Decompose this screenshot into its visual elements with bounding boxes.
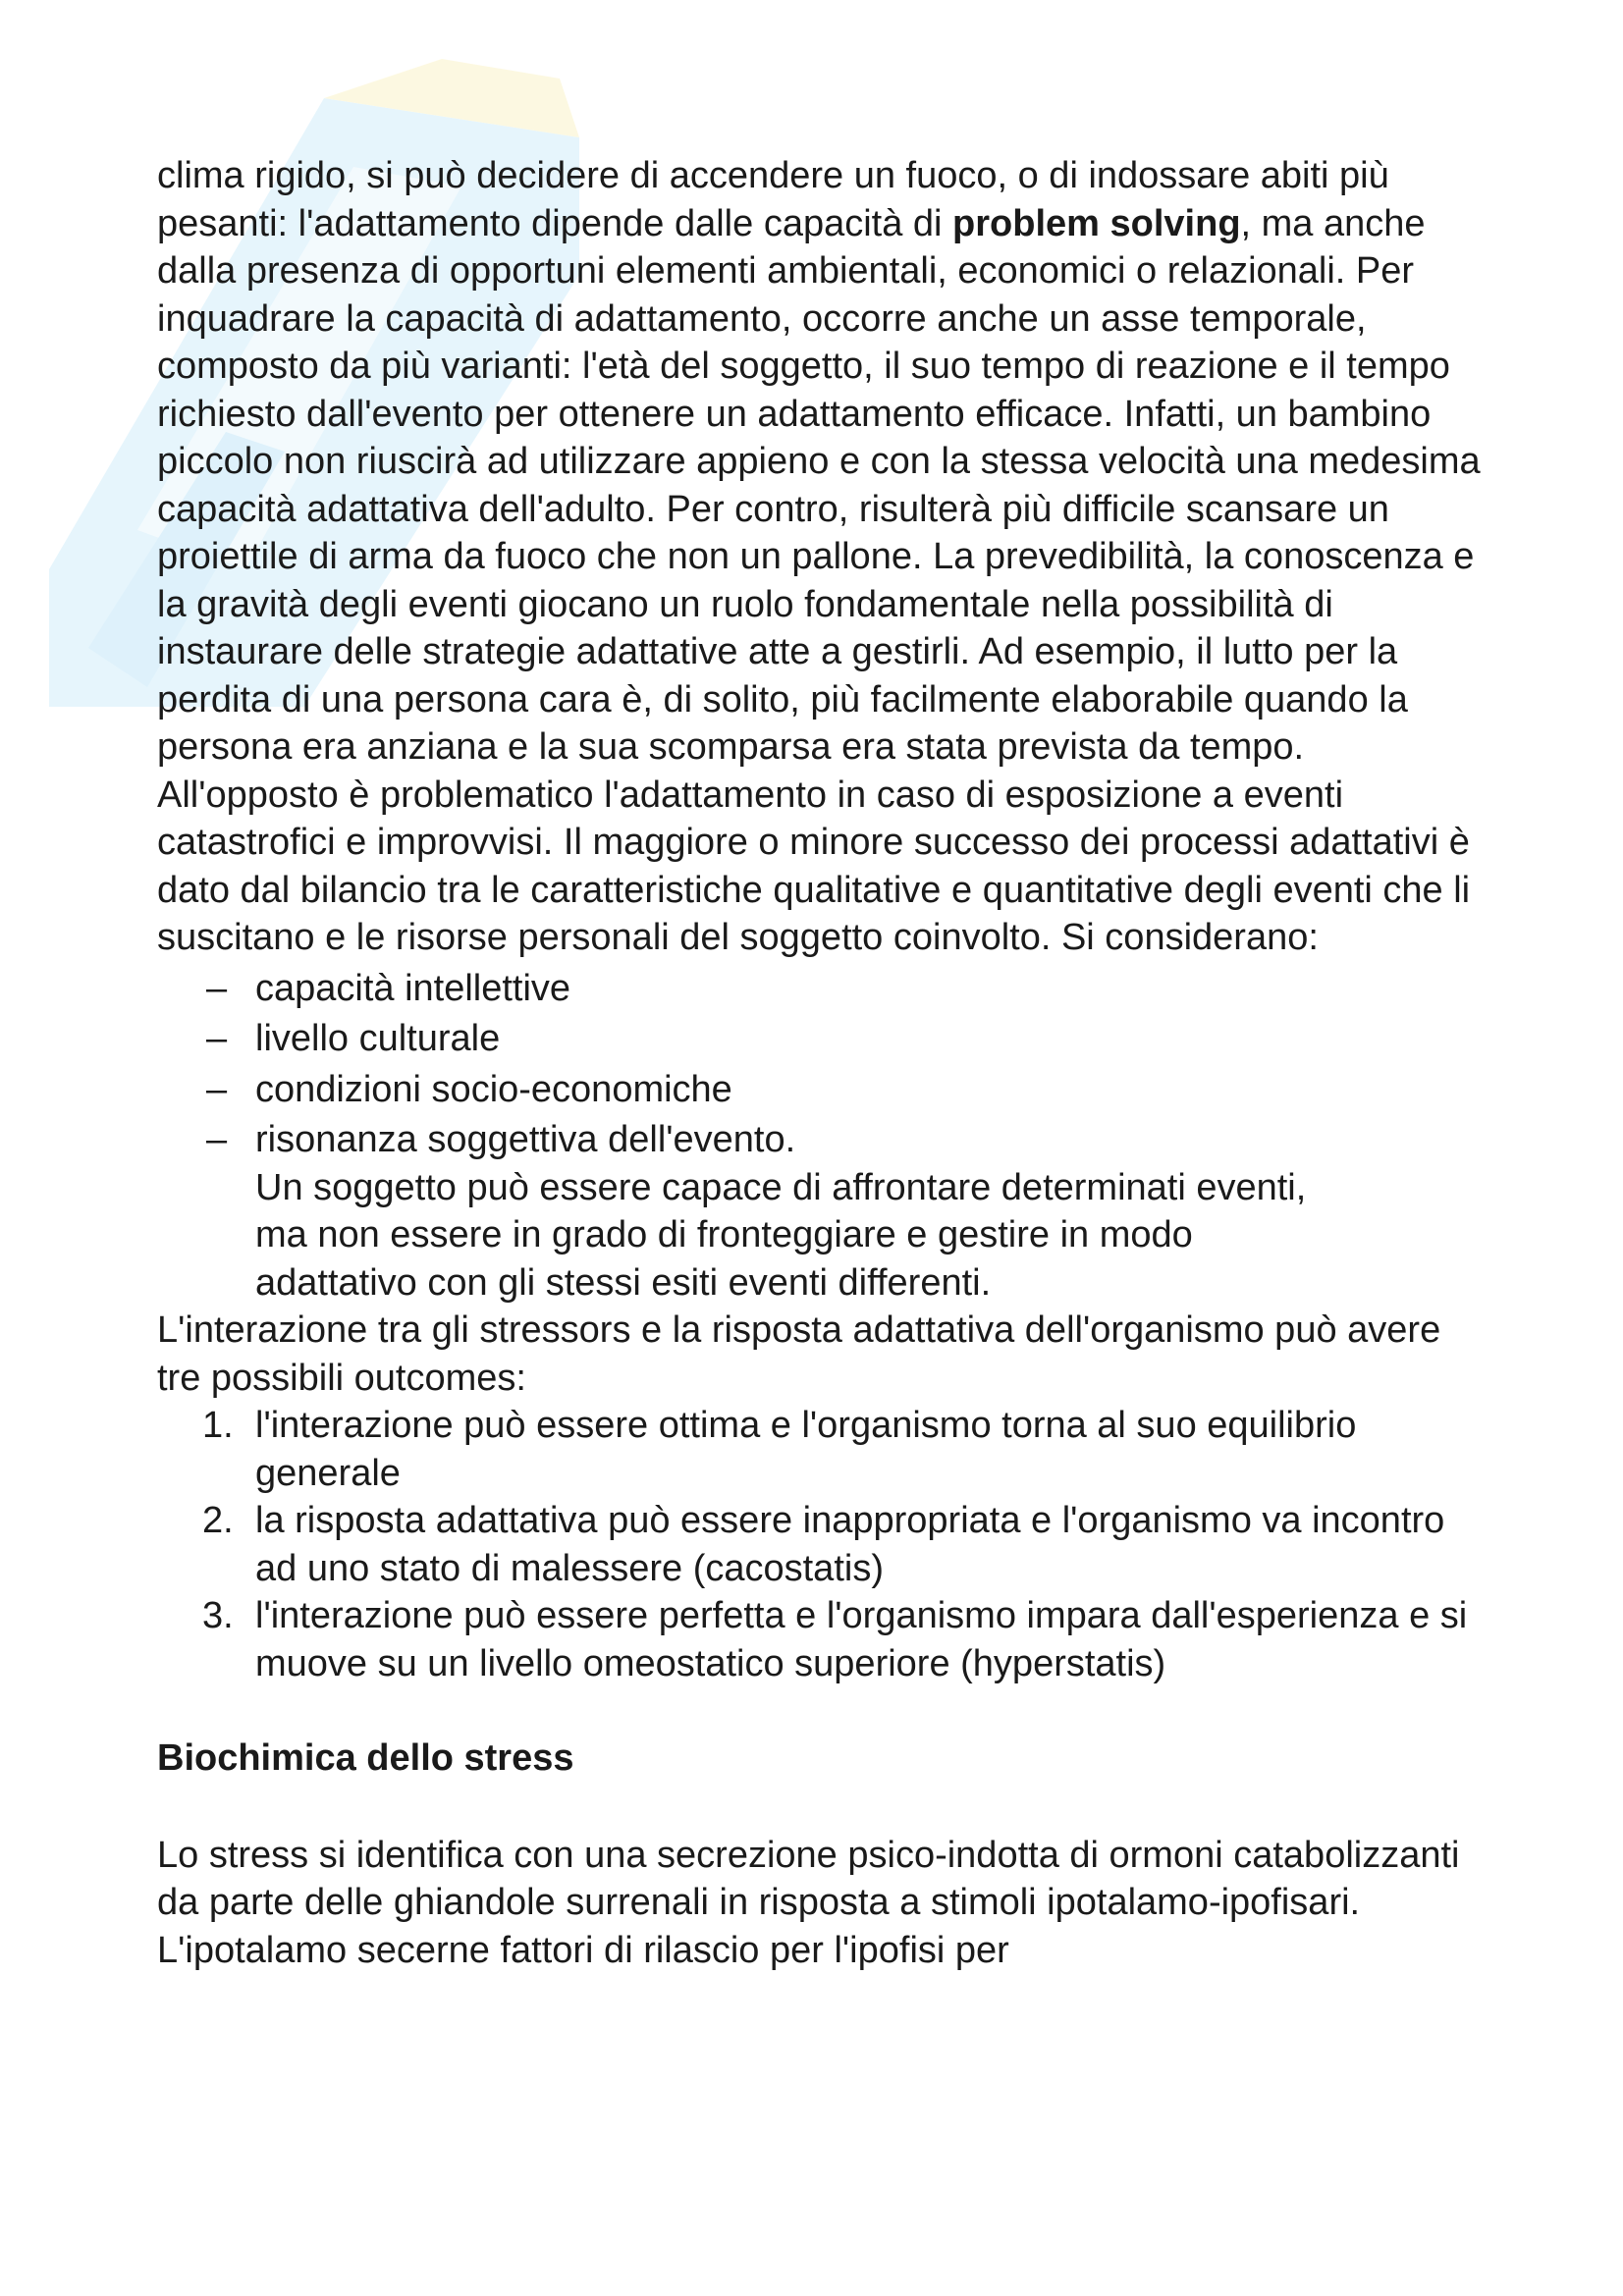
paragraph-interazione: L'interazione tra gli stressors e la risposta adattativa dell'organismo può avere tre possibili outcomes: — [157, 1309, 1441, 1399]
list-item: – condizioni socio-economiche — [157, 1066, 1492, 1114]
list-item: 3. l'interazione può essere perfetta e l'organismo impara dall'esperienza e si muove su un livello omeostatico superiore (hyperstatis) — [157, 1592, 1492, 1687]
document-page — [157, 152, 1492, 1974]
dash-marker: – — [206, 1068, 228, 1110]
list-item: 1. l'interazione può essere ottima e l'organismo torna al suo equilibrio generale — [157, 1402, 1492, 1497]
numbered-list — [157, 1402, 1492, 1687]
bold-term-problem-solving: problem solving — [952, 202, 1241, 244]
section-heading: Biochimica dello stress — [157, 1737, 574, 1779]
number-marker: 1. — [202, 1405, 234, 1446]
paragraph-text-before: clima rigido, si può decidere di accendere un fuoco, o di indossare abiti più pesanti: l'adattamento dipende dalle capacità di — [157, 155, 1389, 244]
list-item: – risonanza soggettiva dell'evento. Un soggetto può essere capace di affrontare determinati eventi, ma non essere in grado di fronteggiare e gestire in modo adattativo con gli stessi esiti eventi differenti. — [157, 1116, 1492, 1307]
dash-marker: – — [206, 1018, 228, 1059]
paragraph-biochimica: Lo stress si identifica con una secrezione psico-indotta di ormoni catabolizzanti da parte delle ghiandole surrenali in risposta a stimoli ipotalamo-ipofisari. L'ipotalamo secerne fattori di rilascio per l'ipofisi per — [157, 1834, 1460, 1971]
continuation-line: ma non essere in grado di fronteggiare e gestire in modo — [255, 1214, 1193, 1255]
paragraph-adattamento — [157, 152, 1492, 962]
list-item: – livello culturale — [157, 1015, 1492, 1063]
paragraph-text-after: , ma anche dalla presenza di opportuni elementi ambientali, economici o relazionali. Per inquadrare la capacità di adattamento, occorre anche un asse temporale, composto da più varianti: l'età del soggetto, il suo tempo di reazione e il tempo richiesto dall'evento per ottenere un adattamento efficace. Infatti, un bambino piccolo non riuscirà ad utilizzare appieno e con la stessa velocità una medesima capacità adattativa dell'adulto. Per contro, risulterà più difficile scansare un proiettile di arma da fuoco che non un pallone. La prevedibilità, la conoscenza e la gravità degli eventi giocano un ruolo fondamentale nella possibilità di instaurare delle strategie adattative atte a gestirli. Ad esempio, il lutto per la perdita di una persona cara è, di solito, più facilmente elaborabile quando la persona era anziana e la sua scomparsa era stata prevista da tempo. All'opposto è problematico l'adattamento in caso di esposizione a eventi catastrofici e improvvisi. Il maggiore o minore successo dei processi adattativi è dato dal bilancio tra le caratteristiche qualitative e quantitative degli eventi che li suscitano e le risorse personali del soggetto coinvolto. Si considerano: — [157, 202, 1481, 958]
number-marker: 3. — [202, 1595, 234, 1636]
continuation-line: Un soggetto può essere capace di affrontare determinati eventi, — [255, 1166, 1307, 1208]
dash-marker: – — [206, 1119, 228, 1160]
list-item: 2. la risposta adattativa può essere inappropriata e l'organismo va incontro ad uno stato di malessere (cacostatis) — [157, 1497, 1492, 1592]
dash-list — [157, 965, 1492, 1308]
continuation-line: adattativo con gli stessi esiti eventi differenti. — [255, 1261, 992, 1304]
list-item: – capacità intellettive — [157, 965, 1492, 1013]
number-marker: 2. — [202, 1500, 234, 1541]
dash-marker: – — [206, 967, 228, 1009]
